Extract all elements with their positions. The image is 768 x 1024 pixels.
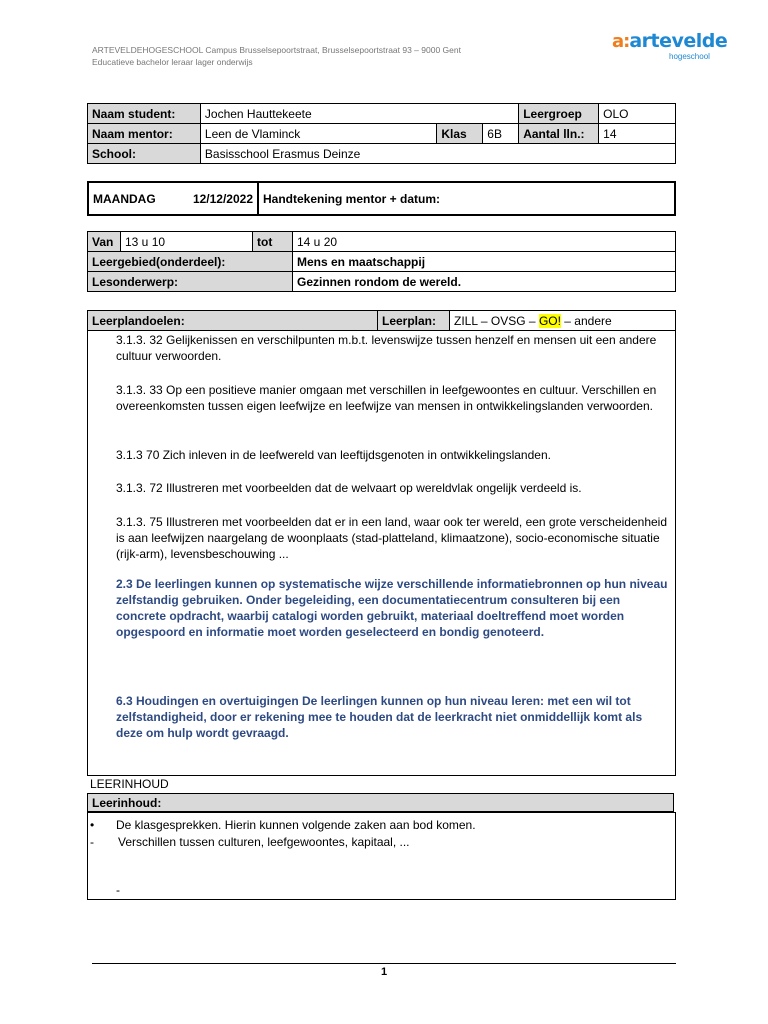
goals-header-table xyxy=(87,310,676,331)
school-header xyxy=(92,44,461,68)
from-label: Van xyxy=(88,232,121,252)
school-label: School: xyxy=(88,144,201,164)
pupils-label: Aantal lln.: xyxy=(519,124,599,144)
content-list xyxy=(87,812,676,900)
content-section-title: LEERINHOUD xyxy=(90,777,169,791)
content-label: Leerinhoud: xyxy=(87,793,674,812)
day-table xyxy=(87,181,676,216)
signature-label: Handtekening mentor + datum: xyxy=(258,182,675,215)
school-name: Basisschool Erasmus Deinze xyxy=(200,144,675,164)
plan-pre: ZILL – OVSG – xyxy=(454,313,539,328)
dash-icon: - xyxy=(90,835,94,849)
page-number: 1 xyxy=(380,966,388,978)
group-value: OLO xyxy=(599,104,676,124)
goal-item: 3.1.3. 33 Op een positieve manier omgaan met verschillen in leefgewoontes en cultuur. Verschillen en overeenkomsten tussen eigen leefwijze en leefwijze van mensen in ontwikkelingslanden verwoorden. xyxy=(116,383,657,413)
logo-subtitle: hogeschool xyxy=(669,52,710,61)
list-item-empty: - xyxy=(116,883,120,897)
table-row xyxy=(88,144,676,164)
logo-mark: a: xyxy=(612,31,630,52)
goal-item-blue: 6.3 Houdingen en overtuigingen De leerlingen kunnen op hun niveau leren: met een wil tot zelfstandigheid, door er rekening mee te houden dat de leerkracht niet onmiddellijk komt als deze om hulp wordt gevraagd. xyxy=(116,694,643,740)
mentor-name: Leen de Vlaminck xyxy=(200,124,436,144)
plan-post: – andere xyxy=(560,313,612,328)
mentor-label: Naam mentor: xyxy=(88,124,201,144)
to-time: 14 u 20 xyxy=(293,232,676,252)
plan-label: Leerplan: xyxy=(378,311,450,331)
student-info-table xyxy=(87,103,676,164)
goal-item: 3.1.3 70 Zich inleven in de leefwereld van leeftijdsgenoten in ontwikkelingslanden. xyxy=(116,448,551,462)
list-item: De klasgesprekken. Hierin kunnen volgende zaken aan bod komen. xyxy=(116,818,476,832)
goal-item: 3.1.3. 72 Illustreren met voorbeelden dat de welvaart op wereldvlak ongelijk verdeeld is. xyxy=(116,481,582,495)
program-name: Educatieve bachelor leraar lager onderwijs xyxy=(92,57,253,67)
student-label: Naam student: xyxy=(88,104,201,124)
topic-label: Lesonderwerp: xyxy=(88,272,293,292)
list-item: Verschillen tussen culturen, leefgewoontes, kapitaal, ... xyxy=(118,835,410,849)
goals-label: Leerplandoelen: xyxy=(88,311,378,331)
group-label: Leergroep xyxy=(519,104,599,124)
class-value: 6B xyxy=(483,124,519,144)
plan-highlight: GO! xyxy=(538,313,561,328)
footer-divider xyxy=(92,963,676,964)
area-label: Leergebied(onderdeel): xyxy=(88,252,293,272)
student-name: Jochen Hauttekeete xyxy=(200,104,518,124)
class-label: Klas xyxy=(437,124,483,144)
lesson-date: 12/12/2022 xyxy=(184,182,258,215)
logo-word: artevelde xyxy=(629,30,728,52)
to-label: tot xyxy=(253,232,293,252)
goals-list xyxy=(87,330,676,776)
table-row xyxy=(88,272,676,292)
table-row xyxy=(88,252,676,272)
table-row xyxy=(88,182,675,215)
goal-item: 3.1.3. 75 Illustreren met voorbeelden dat er in een land, waar ook ter wereld, een grote verscheidenheid is aan leefwijzen naargelang de woonplaats (stad-platteland, klimaatzone), socio-economische situatie (rijk-arm), levensbeschouwing ... xyxy=(116,515,668,561)
school-address: ARTEVELDEHOGESCHOOL Campus Brusselsepoortstraat, Brusselsepoortstraat 93 – 9000 Gent xyxy=(92,45,461,55)
goal-item: 3.1.3. 32 Gelijkenissen en verschilpunten m.b.t. levenswijze tussen henzelf en mensen uit een andere cultuur verwoorden. xyxy=(116,333,657,363)
from-time: 13 u 10 xyxy=(121,232,253,252)
table-row xyxy=(88,311,676,331)
lesson-topic: Gezinnen rondom de wereld. xyxy=(293,272,676,292)
table-row xyxy=(88,232,676,252)
bullet-icon: • xyxy=(90,818,95,832)
pupils-value: 14 xyxy=(599,124,676,144)
weekday: MAANDAG xyxy=(88,182,184,215)
table-row xyxy=(88,104,676,124)
goal-item-blue: 2.3 De leerlingen kunnen op systematische wijze verschillende informatiebronnen op hun niveau zelfstandig gebruiken. Onder begeleiding, een documentatiecentrum consulteren bij een concrete opdracht, waarbij catalogi worden gebruikt, materiaal doeltreffend moet worden opgespoord en informatie moet worden geselecteerd en bondig genoteerd. xyxy=(116,577,668,639)
lesson-time-table xyxy=(87,231,676,292)
learning-area: Mens en maatschappij xyxy=(293,252,676,272)
table-row xyxy=(88,124,676,144)
artevelde-logo xyxy=(612,30,728,61)
plan-options xyxy=(450,311,676,331)
